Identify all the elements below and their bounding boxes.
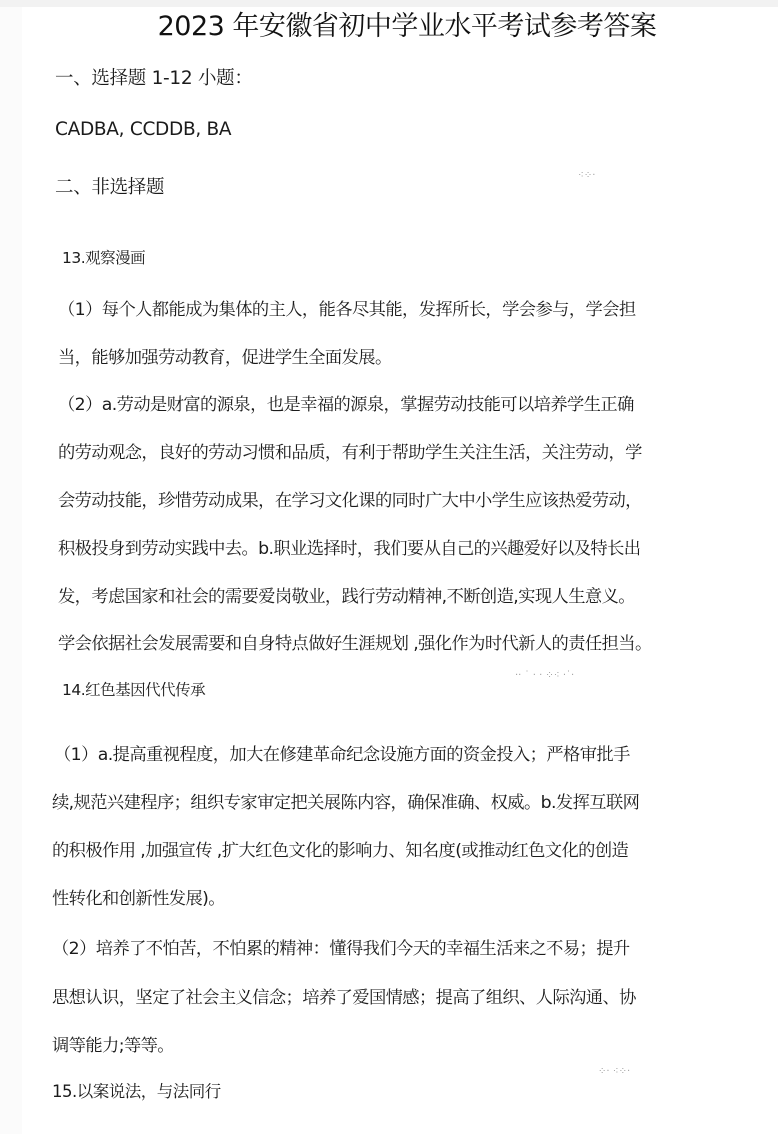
q13-line: 当，能够加强劳动教育，促进学生全面发展。	[58, 348, 392, 368]
section1-heading: 一、选择题 1-12 小题：	[55, 68, 253, 89]
q13-line: 学会依据社会发展需要和自身特点做好生涯规划 ,强化作为时代新人的责任担当。	[58, 634, 652, 654]
q14-line: （1）a.提高重视程度，加大在修建革命纪念设施方面的资金投入；严格审批手	[54, 745, 630, 765]
q13-line: 积极投身到劳动实践中去。b.职业选择时，我们要从自己的兴趣爱好以及特长出	[58, 539, 641, 559]
q13-line: 的劳动观念，良好的劳动习惯和品质，有利于帮助学生关注生活，关注劳动，学	[58, 443, 642, 463]
document-title: 2023 年安徽省初中学业水平考试参考答案	[157, 11, 657, 42]
scan-noise-mark: ⁘· ⁖⁘·	[598, 1066, 631, 1077]
section2-heading: 二、非选择题	[55, 177, 165, 198]
q14-line: 思想认识，坚定了社会主义信念；培养了爱国情感；提高了组织、人际沟通、协	[52, 988, 636, 1008]
scan-left-margin	[0, 7, 22, 1134]
q13-line: （2）a.劳动是财富的源泉，也是幸福的源泉，掌握劳动技能可以培养学生正确	[58, 395, 634, 415]
q14-line: 性转化和创新性发展)。	[52, 889, 225, 909]
q14-line: （2）培养了不怕苦，不怕累的精神：懂得我们今天的幸福生活来之不易；提升	[52, 939, 630, 959]
q14-line: 调等能力;等等。	[52, 1036, 174, 1056]
q13-line: （1）每个人都能成为集体的主人，能各尽其能，发挥所长，学会参与，学会担	[58, 300, 636, 320]
q13-heading: 13.观察漫画	[62, 249, 146, 267]
q14-line: 续,规范兴建程序；组织专家审定把关展陈内容，确保准确、权威。b.发挥互联网	[52, 793, 640, 813]
scan-noise-mark: ⁖⁘·	[578, 170, 596, 181]
scan-noise-mark: ·· ˙ · · ⁘⁖ ·˙·	[515, 670, 575, 681]
q13-line: 会劳动技能，珍惜劳动成果，在学习文化课的同时广大中小学生应该热爱劳动，	[58, 491, 642, 511]
q14-line: 的积极作用 ,加强宣传 ,扩大红色文化的影响力、知名度(或推动红色文化的创造	[52, 841, 629, 861]
section1-answers: CADBA, CCDDB, BA	[55, 119, 232, 140]
q15-heading: 15.以案说法，与法同行	[52, 1082, 221, 1101]
q13-line: 发，考虑国家和社会的需要爱岗敬业，践行劳动精神,不断创造,实现人生意义。	[58, 587, 635, 607]
q14-heading: 14.红色基因代代传承	[62, 681, 206, 699]
